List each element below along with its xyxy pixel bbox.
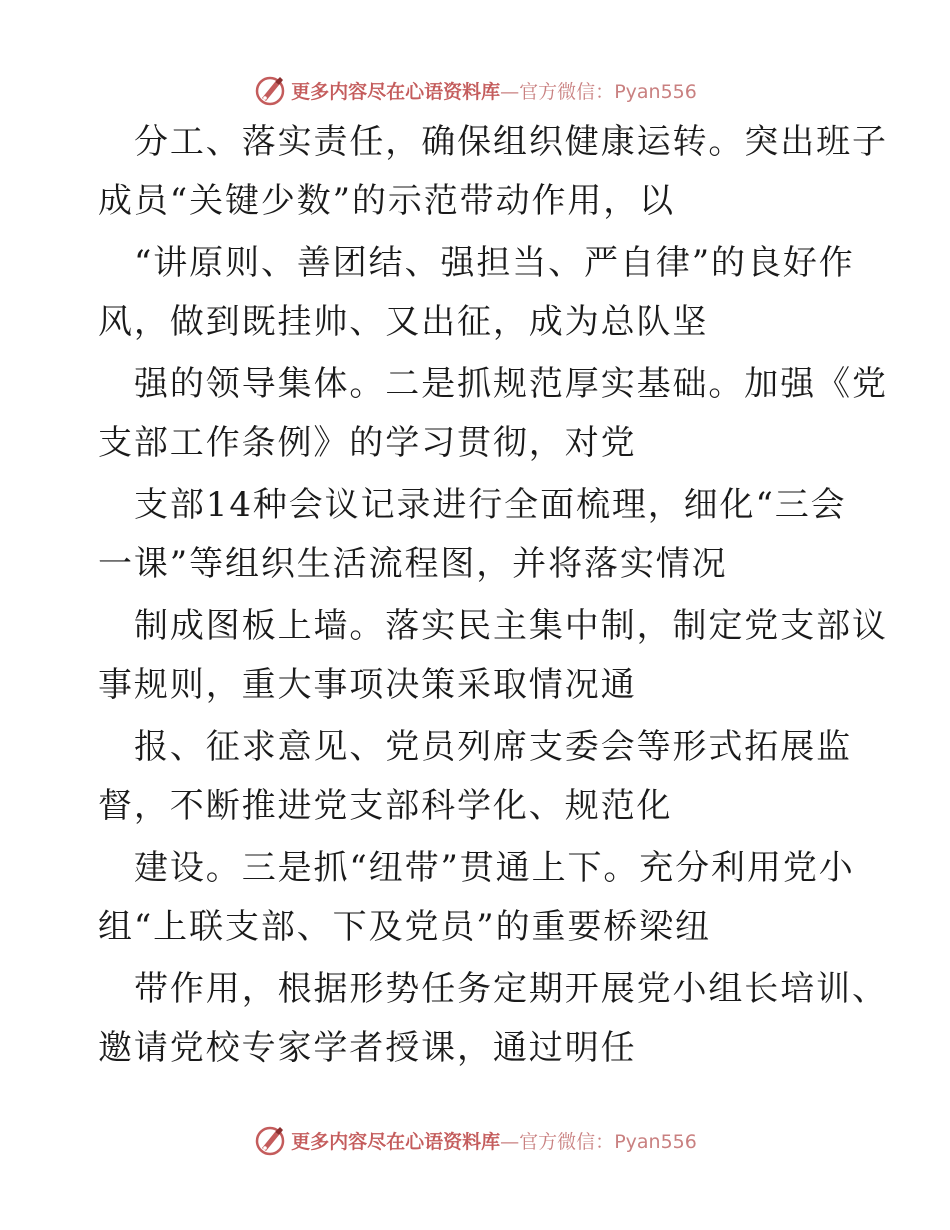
pen-logo-icon bbox=[253, 73, 287, 107]
text-line: 风，做到既挂帅、又出征，成为总队坚 bbox=[98, 302, 709, 342]
watermark-text bbox=[291, 77, 697, 104]
text-line: 建设。三是抓“纽带”贯通上下。充分利用党小 bbox=[134, 848, 855, 888]
watermark-prefix: 更多内容尽在心语资料库 bbox=[291, 80, 501, 103]
text-line: 报、征求意见、党员列席支委会等形式拓展监 bbox=[134, 727, 852, 767]
watermark-prefix: 更多内容尽在心语资料库 bbox=[291, 1130, 501, 1153]
text-line: 组“上联支部、下及党员”的重要桥梁纽 bbox=[98, 907, 711, 947]
pen-logo-icon bbox=[253, 1123, 287, 1157]
watermark-wechat-id: Pyan556 bbox=[614, 1130, 697, 1153]
watermark-text bbox=[291, 1127, 697, 1154]
text-line: 督，不断推进党支部科学化、规范化 bbox=[98, 786, 673, 826]
text-line: 邀请党校专家学者授课，通过明任 bbox=[98, 1028, 637, 1068]
text-line: 一课”等组织生活流程图，并将落实情况 bbox=[98, 544, 728, 584]
watermark-suffix: 官方微信： bbox=[519, 80, 615, 103]
text-line: 带作用，根据形势任务定期开展党小组长培训、 bbox=[134, 969, 888, 1009]
text-line: 支部14种会议记录进行全面梳理，细化“三会 bbox=[134, 485, 847, 525]
text-line: 分工、落实责任，确保组织健康运转。突出班子 bbox=[134, 122, 888, 162]
watermark-dash: — bbox=[500, 80, 520, 103]
text-line: 事规则，重大事项决策采取情况通 bbox=[98, 665, 637, 705]
watermark-suffix: 官方微信： bbox=[519, 1130, 615, 1153]
text-line: “讲原则、善团结、强担当、严自律”的良好作 bbox=[134, 243, 855, 283]
text-line: 制成图板上墙。落实民主集中制，制定党支部议 bbox=[134, 606, 888, 646]
footer-watermark bbox=[0, 1120, 950, 1160]
watermark-dash: — bbox=[500, 1130, 520, 1153]
text-line: 强的领导集体。二是抓规范厚实基础。加强《党 bbox=[134, 364, 888, 404]
text-line: 成员“关键少数”的示范带动作用，以 bbox=[98, 181, 676, 221]
header-watermark bbox=[0, 70, 950, 110]
watermark-wechat-id: Pyan556 bbox=[614, 80, 697, 103]
text-line: 支部工作条例》的学习贯彻，对党 bbox=[98, 423, 637, 463]
